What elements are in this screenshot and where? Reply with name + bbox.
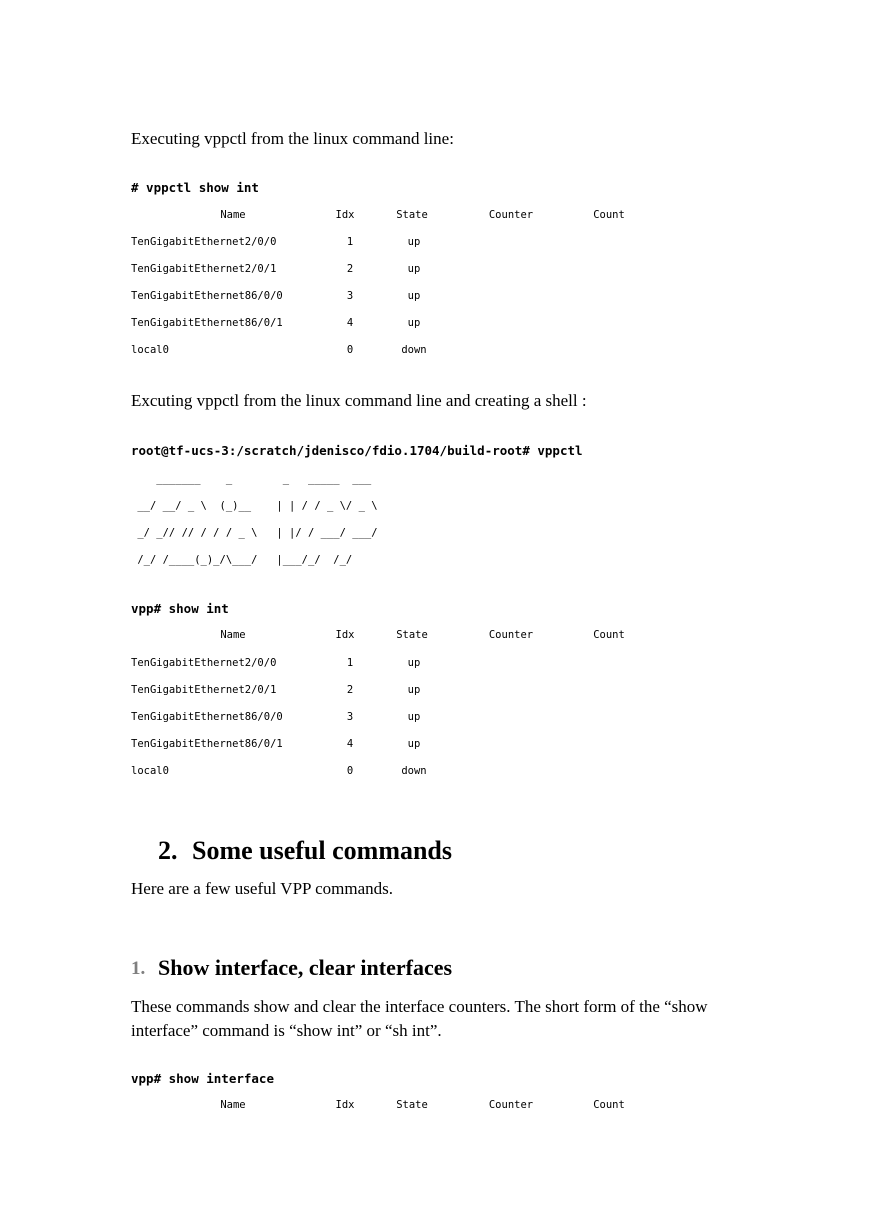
column-header-count: Count	[593, 1099, 625, 1111]
ascii-banner-line: _/ _// // / / / _ \ | |/ / ___/ ___/	[131, 527, 378, 539]
interface-state: up	[407, 657, 421, 669]
interface-name: local0	[131, 765, 169, 777]
column-header-idx: Idx	[335, 1099, 355, 1111]
column-header-state: State	[396, 209, 428, 221]
column-header-state: State	[396, 1099, 428, 1111]
column-header-name: Name	[220, 209, 246, 221]
interface-state: up	[407, 263, 421, 275]
subsection-paragraph-line: These commands show and clear the interface counters. The short form of the “show	[131, 997, 708, 1016]
interface-name: TenGigabitEthernet2/0/0	[131, 236, 277, 248]
command-line: vpp# show interface	[131, 1071, 274, 1086]
section-paragraph: Here are a few useful VPP commands.	[131, 879, 394, 898]
interface-state: up	[407, 236, 421, 248]
interface-state: up	[407, 711, 421, 723]
column-header-idx: Idx	[335, 209, 355, 221]
column-header-count: Count	[593, 209, 625, 221]
ascii-banner-line: _______ _ _ _____ ___	[131, 473, 378, 485]
interface-state: up	[407, 684, 421, 696]
interface-idx: 4	[346, 738, 354, 750]
column-header-counter: Counter	[488, 1099, 534, 1111]
interface-state: up	[407, 317, 421, 329]
interface-state: down	[401, 765, 427, 777]
section-title: Some useful commands	[192, 836, 453, 865]
command-line: # vppctl show int	[131, 180, 259, 195]
interface-state: up	[407, 738, 421, 750]
interface-idx: 1	[346, 236, 354, 248]
interface-idx: 3	[346, 290, 354, 302]
column-header-name: Name	[220, 1099, 246, 1111]
column-header-count: Count	[593, 629, 625, 641]
command-line: root@tf-ucs-3:/scratch/jdenisco/fdio.1704/build-root# vppctl	[131, 443, 583, 458]
interface-idx: 4	[346, 317, 354, 329]
column-header-idx: Idx	[335, 629, 355, 641]
interface-idx: 0	[346, 765, 354, 777]
interface-idx: 0	[346, 344, 354, 356]
column-header-counter: Counter	[488, 209, 534, 221]
interface-name: TenGigabitEthernet86/0/0	[131, 711, 283, 723]
column-header-name: Name	[220, 629, 246, 641]
interface-idx: 1	[346, 657, 354, 669]
interface-name: TenGigabitEthernet2/0/1	[131, 684, 277, 696]
interface-name: TenGigabitEthernet86/0/1	[131, 738, 283, 750]
section-number: 2.	[158, 836, 178, 865]
interface-name: TenGigabitEthernet86/0/1	[131, 317, 283, 329]
interface-idx: 2	[346, 263, 354, 275]
command-line: vpp# show int	[131, 601, 229, 616]
column-header-counter: Counter	[488, 629, 534, 641]
subsection-number: 1.	[131, 958, 146, 979]
intro-paragraph: Executing vppctl from the linux command line:	[131, 129, 454, 148]
column-header-state: State	[396, 629, 428, 641]
interface-idx: 2	[346, 684, 354, 696]
ascii-banner-line: __/ __/ _ \ (_)__ | | / / _ \/ _ \	[131, 500, 378, 512]
ascii-banner-line: /_/ /____(_)_/\___/ |___/_/ /_/	[131, 554, 378, 566]
subsection-paragraph-line: interface” command is “show int” or “sh int”.	[131, 1021, 442, 1040]
intro-paragraph: Excuting vppctl from the linux command line and creating a shell :	[131, 391, 587, 410]
subsection-title: Show interface, clear interfaces	[158, 955, 453, 980]
interface-state: up	[407, 290, 421, 302]
interface-name: TenGigabitEthernet2/0/1	[131, 263, 277, 275]
interface-idx: 3	[346, 711, 354, 723]
interface-name: TenGigabitEthernet2/0/0	[131, 657, 277, 669]
interface-name: TenGigabitEthernet86/0/0	[131, 290, 283, 302]
interface-name: local0	[131, 344, 169, 356]
interface-state: down	[401, 344, 427, 356]
